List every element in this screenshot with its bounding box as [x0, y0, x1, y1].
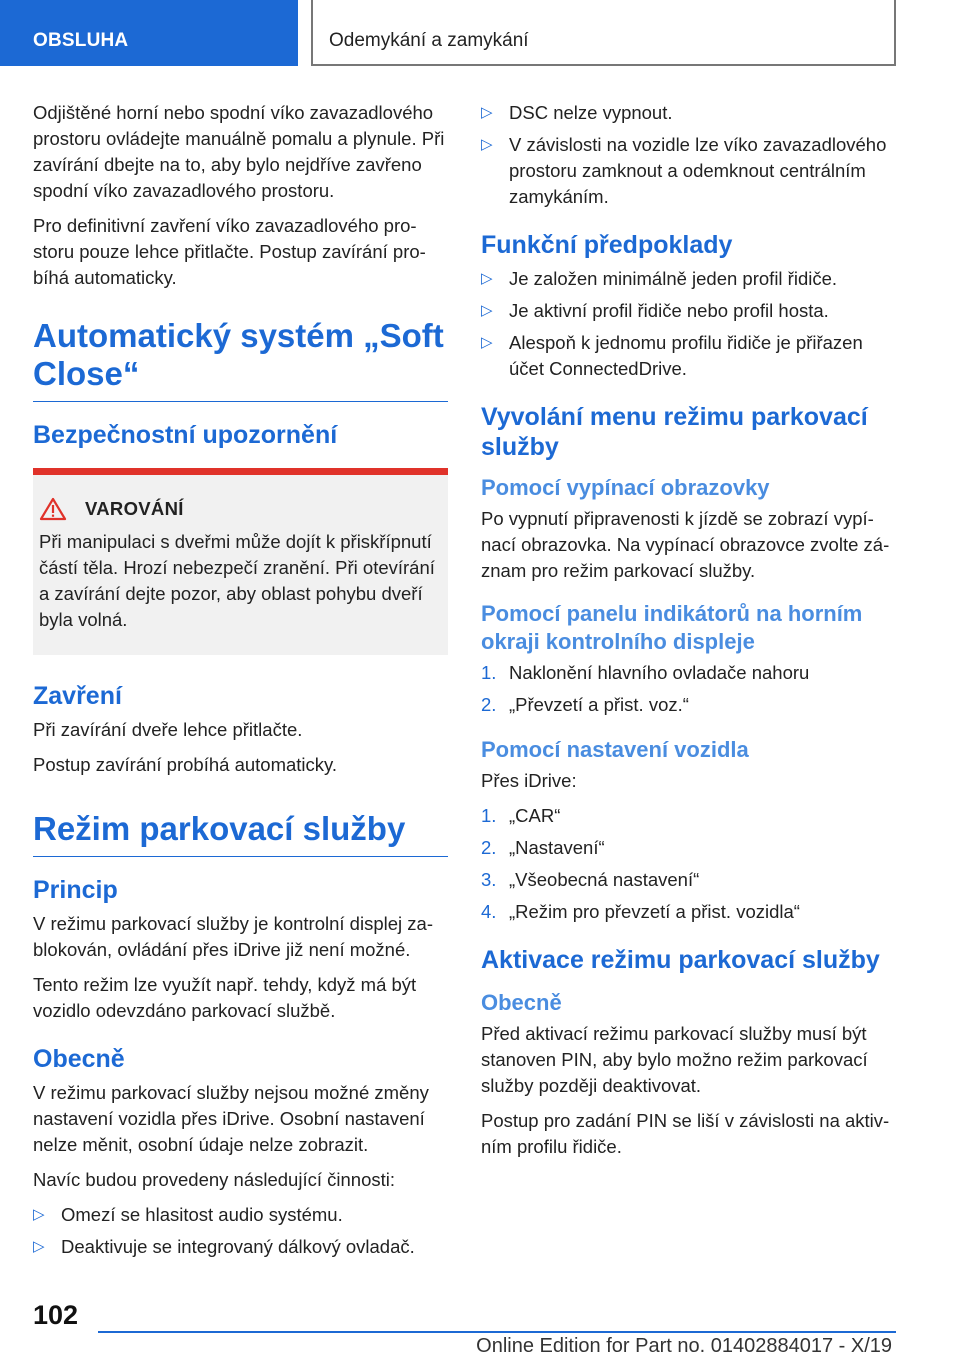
bullet-triangle-icon: ▷: [33, 1206, 45, 1223]
bullet-triangle-icon: ▷: [33, 1238, 45, 1255]
list-item: ▷ Omezí se hlasitost audio systému.: [33, 1202, 448, 1228]
section-tab: OBSLUHA: [0, 0, 298, 66]
list-item: 1. „CAR“: [481, 805, 561, 826]
warning-box: [33, 468, 448, 655]
heading-activation: Aktivace režimu parkovací služby: [481, 946, 880, 974]
heading-call-menu: Vyvolání menu režimu parkovací služby: [481, 403, 868, 461]
paragraph: Postup pro zadání PIN se liší v závislosti na aktivním profilu řidiče.: [481, 1110, 890, 1157]
paragraph: Při zavírání dveře lehce přitlačte.: [33, 719, 303, 740]
bullet-triangle-icon: ▷: [481, 334, 493, 351]
paragraph: Pro definitivní zavření víko zavazadlového prostoru pouze lehce přitlačte. Postup zavírání probíhá automaticky.: [33, 215, 426, 288]
list-item: 3. „Všeobecná nastavení“: [481, 869, 700, 890]
list-item: ▷ Deaktivuje se integrovaný dálkový ovladač.: [33, 1234, 448, 1260]
warning-text: Při manipulaci s dveřmi může dojít k přiskřípnutí částí těla. Hrozí nebezpečí zranění. Při otevírání a zavírání dejte pozor, aby oblast pohybu dveří byla volná.: [39, 531, 435, 630]
heading-vehicle-settings: Pomocí nastavení vozidla: [481, 737, 749, 762]
paragraph: Navíc budou provedeny následující činnosti:: [33, 1169, 395, 1190]
list-item: 2. „Převzetí a přist. voz.“: [481, 694, 689, 715]
paragraph: V režimu parkovací služby nejsou možné změny nastavení vozidla přes iDrive. Osobní nastavení nelze měnit, osobní údaje nelze zobrazit.: [33, 1082, 429, 1155]
list-item: 4. „Režim pro převzetí a přist. vozidla“: [481, 901, 800, 922]
list-item: ▷ V závislosti na vozidle lze víko zavazadlového prostoru zamknout a odemknout centrálním zamykáním.: [481, 134, 887, 207]
warning-title: VAROVÁNÍ: [85, 498, 184, 519]
bullet-list: [33, 1202, 448, 1260]
footer-edition: Online Edition for Part no. 01402884017 - X/19: [476, 1335, 892, 1357]
list-item: ▷ DSC nelze vypnout.: [481, 100, 896, 126]
right-column: [481, 100, 896, 1169]
left-column: [33, 100, 448, 1269]
topic-title: Odemykání a zamykání: [311, 0, 896, 66]
heading-close: Zavření: [33, 682, 122, 710]
heading-general: Obecně: [33, 1045, 125, 1073]
heading-valet-mode: Režim parkovací služby: [33, 810, 448, 857]
page-number: 102: [33, 1300, 79, 1330]
list-item: 1. Naklonění hlavního ovladače nahoru: [481, 662, 810, 683]
bullet-triangle-icon: ▷: [481, 104, 493, 121]
list-item: ▷ Je aktivní profil řidiče nebo profil hosta.: [481, 298, 896, 324]
warning-triangle-icon: [39, 497, 67, 521]
list-item: ▷ Je založen minimálně jeden profil řidiče.: [481, 266, 896, 292]
paragraph: Přes iDrive:: [481, 770, 577, 791]
heading-safety-notes: Bezpečnostní upozornění: [33, 421, 338, 449]
paragraph: Odjištěné horní nebo spodní víko zavazadlového prostoru ovládejte manuálně pomalu a plynule. Při zavírání dbejte na to, aby bylo nejdříve zavřeno spodní víko zavazadlového prostoru.: [33, 102, 445, 201]
bullet-triangle-icon: ▷: [481, 136, 493, 153]
bullet-triangle-icon: ▷: [481, 302, 493, 319]
footer-divider: [98, 1331, 896, 1333]
bullet-list: [481, 100, 896, 210]
heading-switch-screen: Pomocí vypínací obrazovky: [481, 475, 770, 500]
bullet-list: [481, 266, 896, 382]
paragraph: Po vypnutí připravenosti k jízdě se zobrazí vypínací obrazovka. Na vypínací obrazovce zvolte záznam pro režim parkovací služby.: [481, 508, 890, 581]
heading-general-activation: Obecně: [481, 990, 562, 1015]
heading-prerequisites: Funkční předpoklady: [481, 231, 733, 259]
bullet-triangle-icon: ▷: [481, 270, 493, 287]
paragraph: Před aktivací režimu parkovací služby musí být stanoven PIN, aby bylo možno režim parkovací služby později deaktivovat.: [481, 1023, 868, 1096]
paragraph: V režimu parkovací služby je kontrolní displej zablokován, ovládání přes iDrive již není možné.: [33, 913, 433, 960]
heading-soft-close: Automatický systém „Soft Close“: [33, 317, 448, 402]
numbered-list: [481, 803, 896, 925]
heading-principle: Princip: [33, 876, 118, 904]
list-item: ▷ Alespoň k jednomu profilu řidiče je přiřazen účet ConnectedDrive.: [481, 332, 863, 379]
list-item: 2. „Nastavení“: [481, 837, 605, 858]
heading-indicator-panel: Pomocí panelu indikátorů na horním okraji kontrolního displeje: [481, 601, 863, 654]
paragraph: Tento režim lze využít např. tehdy, když má být vozidlo odevzdáno parkovací službě.: [33, 974, 417, 1021]
numbered-list: [481, 660, 896, 718]
paragraph: Postup zavírání probíhá automaticky.: [33, 754, 338, 775]
